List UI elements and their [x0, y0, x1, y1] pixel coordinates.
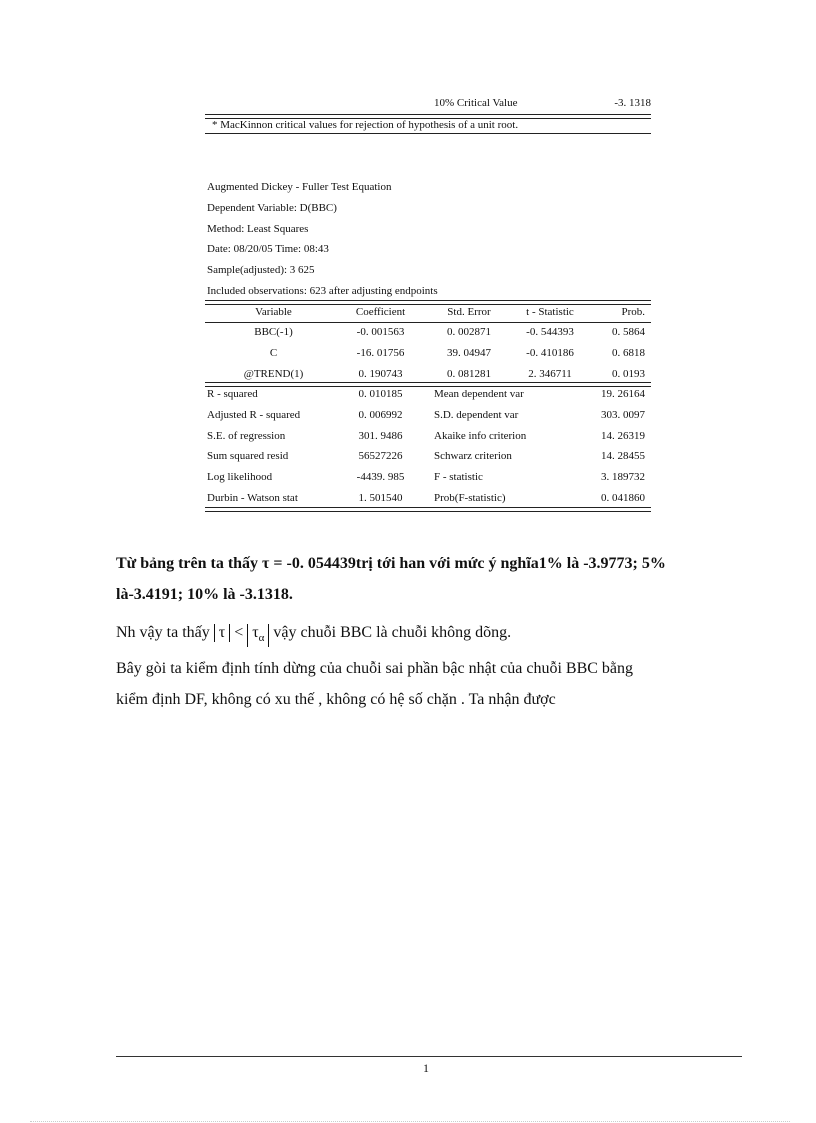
- table-cell: 0. 002871: [447, 326, 491, 338]
- stat-row: [205, 471, 651, 491]
- table-cell: -0. 001563: [356, 326, 405, 338]
- tau-symbol: τ: [218, 624, 226, 641]
- stat-row: [205, 450, 651, 470]
- stat-label: S.E. of regression: [207, 430, 286, 442]
- mackinnon-note: * MacKinnon critical values for rejection of hypothesis of a unit root.: [212, 119, 519, 131]
- critical-value-label: 10% Critical Value: [434, 97, 518, 109]
- table-cell: BBC(-1): [254, 326, 293, 338]
- less-than: <: [234, 624, 244, 641]
- stat-value: 1. 501540: [358, 492, 403, 504]
- equation-title: Augmented Dickey - Fuller Test Equation: [207, 181, 392, 193]
- column-header: Prob.: [621, 306, 645, 318]
- column-header: Variable: [255, 306, 292, 318]
- stat-value: 14. 26319: [601, 430, 645, 442]
- paragraph-line: kiểm định DF, không có xu thế , không có hệ số chặn . Ta nhận được: [116, 691, 556, 708]
- paragraph-line: là-3.4191; 10% là -3.1318.: [116, 586, 293, 603]
- stat-value: 14. 28455: [601, 450, 645, 462]
- stat-label: R - squared: [207, 388, 258, 400]
- table-divider: [205, 300, 651, 305]
- stat-value: -4439. 985: [356, 471, 405, 483]
- conclusion-text: Nh vậy ta thấy: [116, 624, 210, 641]
- stat-value: 0. 006992: [358, 409, 403, 421]
- paragraph-next-test: [116, 653, 746, 715]
- table-cell: C: [269, 347, 278, 359]
- conclusion-text: vậy chuỗi BBC là chuỗi không dõng.: [273, 624, 512, 641]
- stat-value: 0. 010185: [358, 388, 403, 400]
- abs-tau-alpha: [247, 624, 269, 647]
- date-time: Date: 08/20/05 Time: 08:43: [207, 243, 329, 255]
- critical-value-row: [205, 97, 651, 114]
- paragraph-line: Bây gòi ta kiểm định tính dừng của chuỗi sai phần bậc nhật của chuỗi BBC bằng: [116, 660, 634, 677]
- stat-label: Sum squared resid: [207, 450, 289, 462]
- stat-value: 3. 189732: [601, 471, 645, 483]
- table-divider: [205, 382, 651, 387]
- stat-label: Mean dependent var: [434, 388, 524, 400]
- alpha-subscript: α: [258, 632, 265, 645]
- table-cell: 2. 346711: [528, 368, 572, 380]
- table-cell: 0. 081281: [447, 368, 491, 380]
- sample-range: Sample(adjusted): 3 625: [207, 264, 315, 276]
- included-observations: Included observations: 623 after adjusting endpoints: [207, 285, 438, 297]
- stat-row: [205, 409, 651, 429]
- column-header: t - Statistic: [526, 306, 574, 318]
- stat-label: F - statistic: [434, 471, 483, 483]
- page-number: 1: [423, 1061, 429, 1075]
- stat-label: S.D. dependent var: [434, 409, 519, 421]
- table-divider: [205, 507, 651, 512]
- table-cell: 39. 04947: [447, 347, 491, 359]
- table-row: [205, 326, 651, 346]
- footer-divider: [116, 1056, 742, 1057]
- stat-label: Prob(F-statistic): [434, 492, 506, 504]
- stat-row: [205, 388, 651, 408]
- stat-label: Log likelihood: [207, 471, 273, 483]
- table-cell: 0. 5864: [612, 326, 645, 338]
- table-header-row: [205, 306, 651, 326]
- method: Method: Least Squares: [207, 223, 309, 235]
- page-edge: [30, 1121, 790, 1122]
- table-row: [205, 347, 651, 367]
- stat-value: 56527226: [358, 450, 403, 462]
- table-divider: [205, 133, 651, 134]
- table-cell: -0. 410186: [526, 347, 574, 359]
- table-cell: 0. 190743: [358, 368, 403, 380]
- stat-value: 0. 041860: [601, 492, 645, 504]
- stat-row: [205, 430, 651, 450]
- dependent-variable: Dependent Variable: D(BBC): [207, 202, 337, 214]
- table-cell: @TREND(1): [243, 368, 304, 380]
- stat-value: 303. 0097: [601, 409, 645, 421]
- stat-label: Durbin - Watson stat: [207, 492, 298, 504]
- table-cell: 0. 0193: [612, 368, 645, 380]
- table-cell: -0. 544393: [526, 326, 574, 338]
- critical-value: -3. 1318: [614, 97, 651, 109]
- column-header: Std. Error: [447, 306, 491, 318]
- table-cell: -16. 01756: [356, 347, 405, 359]
- paragraph-conclusion: [116, 617, 746, 648]
- table-cell: 0. 6818: [612, 347, 645, 359]
- paragraph-line: Từ bảng trên ta thấy τ = -0. 054439trị tới han với mức ý nghĩa1% là -3.9773; 5%: [116, 555, 666, 572]
- table-divider: [205, 322, 651, 323]
- tau-alpha-symbol: τ: [252, 624, 259, 641]
- stat-value: 19. 26164: [601, 388, 645, 400]
- abs-tau: [214, 624, 230, 642]
- stat-label: Schwarz criterion: [434, 450, 512, 462]
- paragraph-result: [116, 548, 746, 610]
- stat-value: 301. 9486: [358, 430, 403, 442]
- stat-label: Akaike info criterion: [434, 430, 527, 442]
- column-header: Coefficient: [355, 306, 406, 318]
- stat-label: Adjusted R - squared: [207, 409, 301, 421]
